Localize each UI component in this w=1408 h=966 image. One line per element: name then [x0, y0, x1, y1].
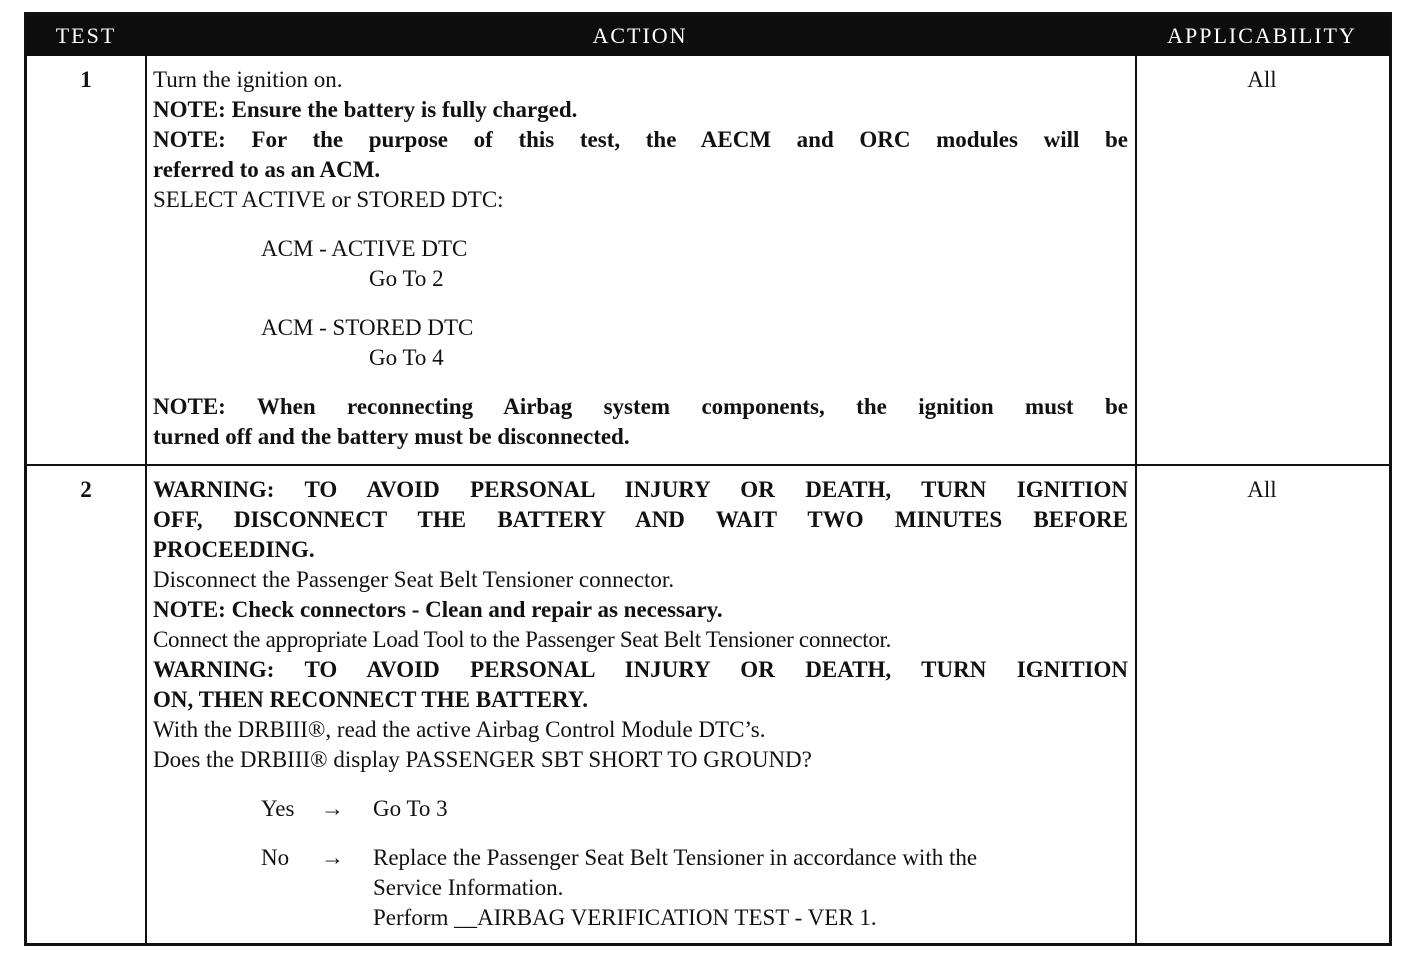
warning-line: PROCEEDING.: [153, 537, 315, 562]
goto-line: Go To 4: [369, 345, 444, 370]
action-line: With the DRBIII®, read the active Airbag Control Module DTC’s.: [153, 717, 766, 742]
note-line: turned off and the battery must be disconnected.: [153, 424, 630, 449]
no-action-line: Perform __AIRBAG VERIFICATION TEST - VER 1.: [373, 905, 877, 930]
header-test: TEST: [55, 23, 117, 48]
yes-branch: [153, 794, 1128, 824]
row-2-action: [153, 475, 1128, 933]
arrow-icon: →: [321, 796, 344, 821]
warning-line: OFF, DISCONNECT THE BATTERY AND WAIT TWO MINUTES BEFORE: [153, 507, 1128, 532]
note-line: NOTE: Check connectors - Clean and repair as necessary.: [153, 597, 723, 622]
no-branch: [153, 843, 1128, 933]
row-1-action: [153, 65, 1128, 452]
row-2-applicability: All: [1247, 477, 1277, 502]
action-line: SELECT ACTIVE or STORED DTC:: [153, 187, 504, 212]
warning-line: WARNING: TO AVOID PERSONAL INJURY OR DEATH, TURN IGNITION: [153, 477, 1128, 502]
action-line: Turn the ignition on.: [153, 67, 343, 92]
question-line: Does the DRBIII® display PASSENGER SBT SHORT TO GROUND?: [153, 747, 812, 772]
header-action: ACTION: [592, 23, 688, 48]
note-line: NOTE: For the purpose of this test, the AECM and ORC modules will be: [153, 127, 1128, 152]
no-label: No: [261, 845, 290, 870]
yes-goto: Go To 3: [373, 796, 448, 821]
option-label: ACM - STORED DTC: [261, 315, 474, 340]
note-line: NOTE: Ensure the battery is fully charged.: [153, 97, 578, 122]
arrow-icon: →: [321, 845, 344, 870]
warning-line: WARNING: TO AVOID PERSONAL INJURY OR DEATH, TURN IGNITION: [153, 657, 1128, 682]
note-line: referred to as an ACM.: [153, 157, 381, 182]
action-line: Disconnect the Passenger Seat Belt Tensioner connector.: [153, 567, 675, 592]
yes-label: Yes: [261, 796, 295, 821]
row-1-test-number: 1: [80, 67, 92, 92]
row-2-test-number: 2: [80, 477, 92, 502]
no-action-line: Replace the Passenger Seat Belt Tensioner in accordance with the: [373, 845, 978, 870]
no-action-line: Service Information.: [373, 875, 564, 900]
note-line: NOTE: When reconnecting Airbag system components, the ignition must be: [153, 394, 1128, 419]
warning-line: ON, THEN RECONNECT THE BATTERY.: [153, 687, 589, 712]
diagnostic-table: [24, 12, 1392, 946]
option-label: ACM - ACTIVE DTC: [261, 236, 468, 261]
row-divider: [27, 464, 1389, 466]
row-1-applicability: All: [1247, 67, 1277, 92]
header-applicability: APPLICABILITY: [1167, 23, 1357, 48]
table-header: [27, 15, 1389, 56]
goto-line: Go To 2: [369, 266, 444, 291]
action-line: Connect the appropriate Load Tool to the Passenger Seat Belt Tensioner connector.: [153, 627, 892, 652]
column-divider: [145, 56, 147, 943]
